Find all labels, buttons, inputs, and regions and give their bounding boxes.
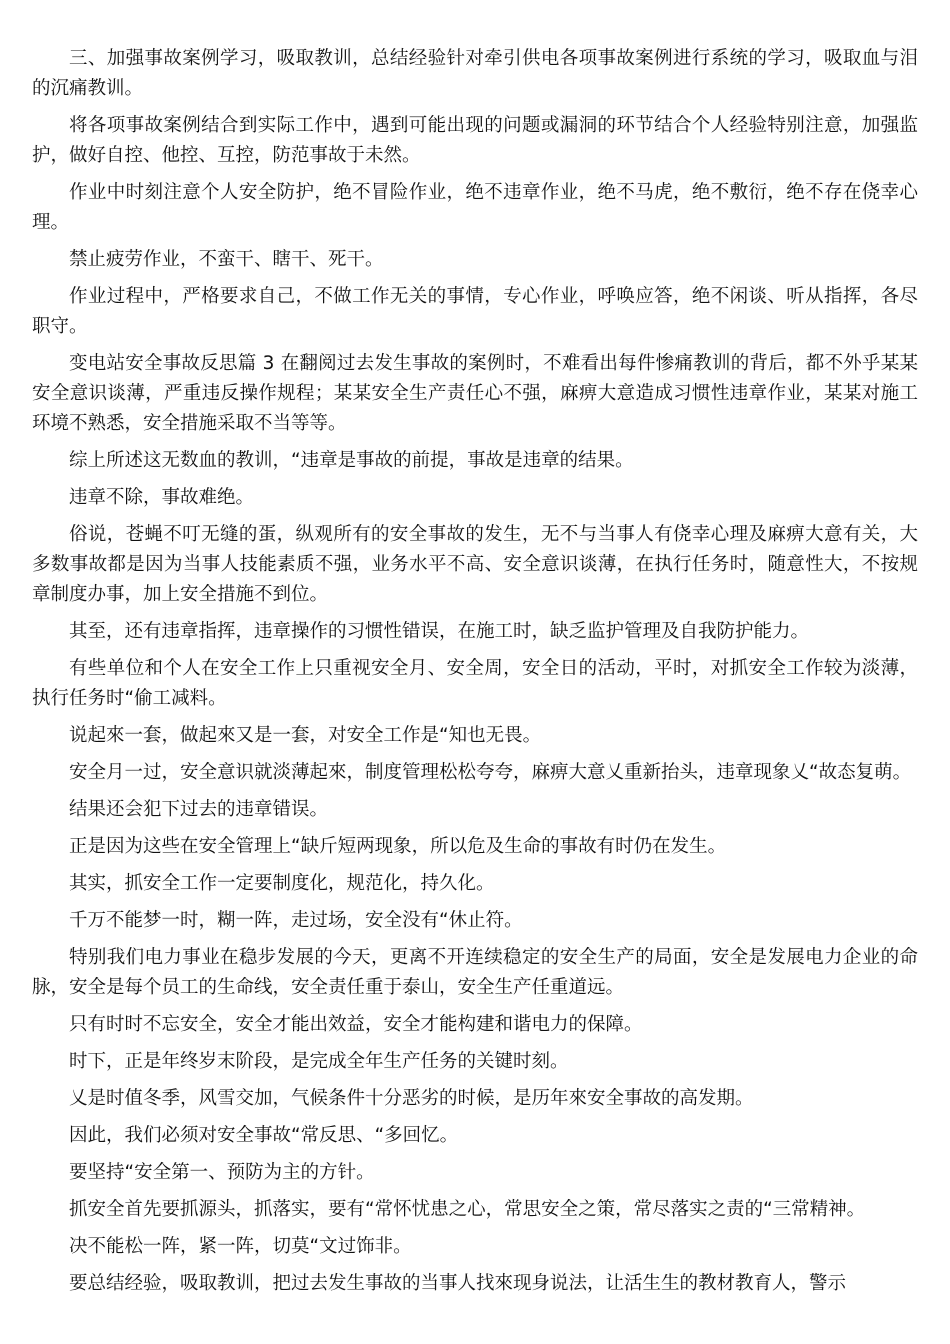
paragraph: 综上所述这无数血的教训，“违章是事故的前提，事故是违章的结果。 bbox=[69, 450, 634, 471]
paragraph: 乂是时值冬季，风雪交加，气候条件十分恶劣的时候，是历年來安全事故的高发期。 bbox=[69, 1088, 754, 1109]
paragraph: 特别我们电力事业在稳步发展的今天，更离不开连续稳定的安全生产的局面，安全是发展电力企业的命脉，安全是每个员工的生命线，安全责任重于泰山，安全生产任重道远。 bbox=[32, 947, 918, 998]
paragraph: 安全月一过，安全意识就淡薄起來，制度管理松松夸夸，麻痹大意乂重新抬头，违章现象乂“故态复萌。 bbox=[69, 762, 912, 783]
paragraph: 时下，正是年终岁末阶段，是完成全年生产任务的关键时刻。 bbox=[69, 1051, 569, 1072]
paragraph: 抓安全首先要抓源头，抓落实，要有“常怀忧患之心，常思安全之策，常尽落实之责的“三常精神。 bbox=[69, 1199, 866, 1220]
paragraph: 决不能松一阵，紧一阵，切莫“文过饰非。 bbox=[69, 1236, 412, 1257]
paragraph: 说起來一套，做起來又是一套，对安全工作是“知也无畏。 bbox=[69, 725, 542, 746]
paragraph: 俗说，苍蝇不叮无缝的蛋，纵观所有的安全事故的发生，无不与当事人有侥幸心理及麻痹大意有关，大多数事故都是因为当事人技能素质不强，业务水平不高、安全意识谈薄，在执行任务时，随意性大，不按规章制度办事，加上安全措施不到位。 bbox=[32, 524, 918, 605]
paragraph: 其至，还有违章指挥，违章操作的习惯性错误，在施工时，缺乏监护管理及自我防护能力。 bbox=[69, 621, 810, 642]
paragraph: 只有时时不忘安全，安全才能出效益，安全才能构建和谐电力的保障。 bbox=[69, 1014, 643, 1035]
paragraph: 正是因为这些在安全管理上“缺斤短两现象，所以危及生命的事故有时仍在发生。 bbox=[69, 836, 727, 857]
paragraph: 禁止疲劳作业，不蛮干、瞎干、死干。 bbox=[69, 249, 384, 270]
paragraph: 变电站安全事故反思篇 3 在翻阅过去发生事故的案例时，不难看出每件惨痛教训的背后，都不外乎某某安全意识谈薄，严重违反操作规程；某某安全生产责任心不强，麻痹大意造成习惯性违章作业，某某对施工环境不熟悉，安全措施采取不当等等。 bbox=[32, 353, 918, 434]
paragraph: 作业中时刻注意个人安全防护，绝不冒险作业，绝不违章作业，绝不马虎，绝不敷衍，绝不存在侥幸心理。 bbox=[32, 182, 918, 233]
paragraph: 要坚持“安全第一、预防为主的方针。 bbox=[69, 1162, 375, 1183]
paragraph: 因此，我们必须对安全事故“常反思、“多回忆。 bbox=[69, 1125, 459, 1146]
paragraph: 千万不能梦一时，糊一阵，走过场，安全没有“休止符。 bbox=[69, 910, 523, 931]
paragraph: 违章不除，事故难绝。 bbox=[69, 487, 255, 508]
paragraph: 其实，抓安全工作一定要制度化，规范化，持久化。 bbox=[69, 873, 495, 894]
paragraph: 结果还会犯下过去的违章错误。 bbox=[69, 799, 329, 820]
paragraph: 要总结经验，吸取教训，把过去发生事故的当事人找來现身说法，让活生生的教材教育人，警示 bbox=[69, 1273, 847, 1294]
paragraph: 将各项事故案例结合到实际工作中，遇到可能出现的问题或漏洞的环节结合个人经验特别注意，加强监护，做好自控、他控、互控，防范事故于未然。 bbox=[32, 115, 918, 166]
paragraph: 有些单位和个人在安全工作上只重视安全月、安全周，安全日的活动，平时，对抓安全工作较为淡薄，执行任务时“偷工减料。 bbox=[32, 658, 918, 709]
paragraph: 作业过程中，严格要求自己，不做工作无关的事情，专心作业，呼唤应答，绝不闲谈、听从指挥，各尽职守。 bbox=[32, 286, 918, 337]
document-page bbox=[32, 44, 918, 1306]
paragraph: 三、加强事故案例学习，吸取教训，总结经验针对牵引供电各项事故案例进行系统的学习，吸取血与泪的沉痛教训。 bbox=[32, 48, 918, 99]
